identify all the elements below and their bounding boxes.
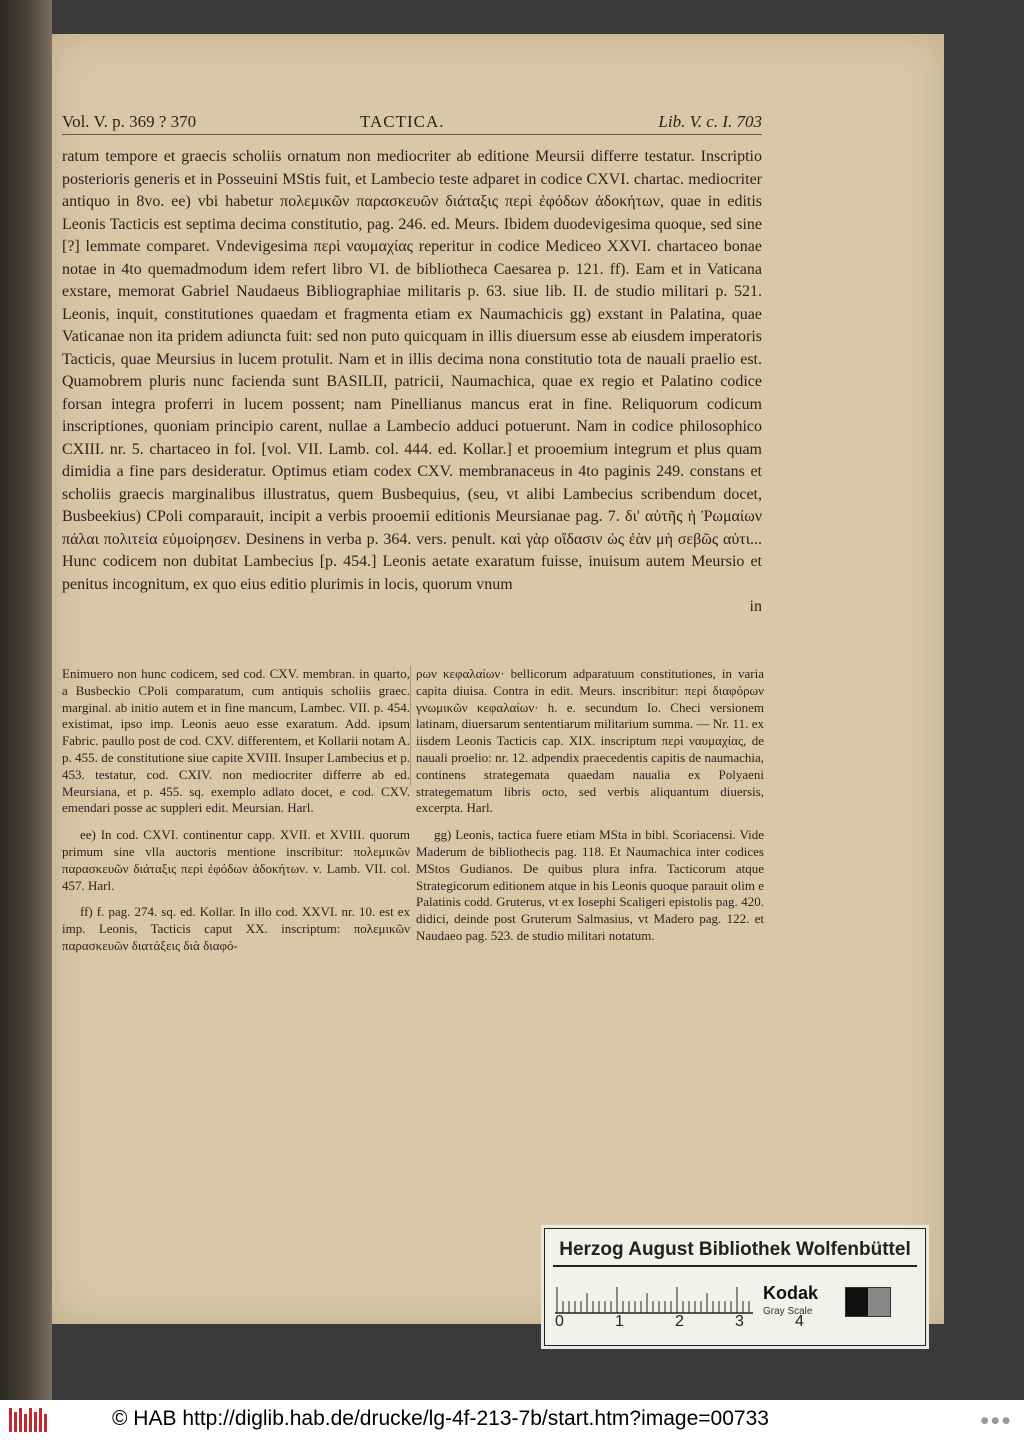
ruler-number: 1 xyxy=(615,1313,624,1330)
ruler-scale xyxy=(555,1279,753,1315)
gray-patch xyxy=(868,1288,890,1316)
catchword: in xyxy=(749,598,762,615)
black-patch xyxy=(846,1288,868,1316)
hab-logo-icon xyxy=(8,1406,48,1434)
gray-scale-patches xyxy=(845,1287,891,1317)
footnote-continuation: Enimuero non hunc codicem, sed cod. CXV. membran. in quarto, a Busbeckio CPoli comparatum, cum antiquis scholiis graec. marginal. ab initio autem et in fine mancum, Lambec. VII. p. 454. existimat, ipso imp. Leonis aeuo esse exaratum. Add. ipsum Fabric. paullo post de cod. CXV. differentem, et Kollarii notam A. p. 455. de constitutione siue capite XVIII. Insuper Lambecius et p. 453. testatur, cod. CXIV. non mediocriter differre ab ed. Meursiana, et p. 455. sq. exemplo adlato docet, e cod. CXV. emendari posse ac suppleri edit. Meursian. Harl. xyxy=(62,666,410,816)
ruler-number: 4 xyxy=(795,1313,804,1330)
footer-dots-icon: ● ● ● xyxy=(980,1416,1010,1426)
ruler-numbers xyxy=(551,1313,804,1333)
library-name: Herzog August Bibliothek Wolfenbüttel xyxy=(553,1235,917,1267)
footnote-ee: ee) In cod. CXVI. continentur capp. XVII. et XVIII. quorum primum sine vlla auctoris mentione inscribitur: πολεμικῶν παρασκευῶν διάταξις περὶ ἐφόδων ἀδοκήτων. v. Lamb. VII. col. 457. Harl. xyxy=(62,827,410,893)
book-spine-edge xyxy=(0,0,52,1400)
footer-bar xyxy=(0,1400,1024,1440)
running-header xyxy=(62,112,762,136)
ruler-number: 0 xyxy=(555,1313,564,1330)
ruler-number: 2 xyxy=(675,1313,684,1330)
header-book-page: Lib. V. c. I. 703 xyxy=(658,112,762,131)
header-rule xyxy=(62,134,762,135)
kodak-brand: Kodak xyxy=(763,1283,819,1303)
footnote-gg: gg) Leonis, tactica fuere etiam MSta in bibl. Scoriacensi. Vide Maderum de bibliothecis pag. 118. Et Naumachica inter codices MStos Gudianos. De quibus plura infra. Tacticorum atque Strategicorum editionem atque in his Leonis quoque parauit olim e Palatinis codd. Gruterus, vt ex Iosephi Scaligeri epistolis pag. 420. didici, deinde post Gruterum Salmasius, vt Madero pag. 122. et Naudaeo pag. 523. de studio militari notatum. xyxy=(416,827,764,943)
library-color-target xyxy=(544,1228,926,1346)
kodak-mark xyxy=(763,1283,818,1317)
footer-copyright-url[interactable]: © HAB http://diglib.hab.de/drucke/lg-4f-213-7b/start.htm?image=00733 xyxy=(112,1407,769,1430)
footnote-ff: ff) f. pag. 274. sq. ed. Kollar. In illo cod. XXVI. nr. 10. est ex imp. Leonis, Tacticis caput XX. inscriptum: πολεμικῶν παρασκευῶν διατάξεις διὰ διαφό- xyxy=(62,904,410,953)
column-divider xyxy=(410,666,411,786)
main-paragraph: ratum tempore et graecis scholiis ornatum non mediocriter ab editione Meursii differre testatur. Inscriptio posterioris generis et in Posseuini MStis fuit, et Lambecio teste adparet in codice CXVI. chartac. mediocriter antiquo in 8vo. ee) vbi habetur πολεμικῶν παρασκευῶν διάταξις περὶ ἐφόδων ἀδοκήτων, quae in editis Leonis Tacticis est septima decima constitutio, pag. 246. ed. Meurs. Ibidem duodevigesima quoque, sed sine [?] lemmate comparet. Vndevigesima περὶ ναυμαχίας reperitur in codice Mediceo XXVI. chartaceo bonae notae in 4to quemadmodum idem refert libro VI. de bibliotheca Caesarea p. 121. ff). Eam et in Vaticana exstare, memorat Gabriel Naudaeus Bibliographiae militaris p. 63. siue lib. II. de studio militari p. 521. Leonis, inquit, constitutiones quaedam et fragmenta etiam ex Naumachicis gg) exstant in Palatina, quae Vaticanae non ita pridem adiuncta fuit: sed non puto quicquam in illis diuersum esse ab eiusdem imperatoris Tacticis, quae Meursius in lucem protulit. Nam et in illis decima nona constitutio tota de nauali praelio est. Quamobrem pluris nunc facienda sunt BASILII, patricii, Naumachica, quae ex regio et Palatino codice forsan integra proferri in lucem possent; nam Pinellianus mancus erat in fine. Reliquorum codicum inscriptiones, quoniam principio carent, nullae a Lambecio adduci potuerunt. Nam in codice philosophico CXIII. nr. 5. chartaceo in fol. [vol. VII. Lamb. col. 444. ed. Kollar.] et prooemium integrum et plus quam dimidia a fine pars desideratur. Optimus etiam codex CXV. membranaceus in 4to paginis 249. constans et scholiis graecis marginalibus illustratus, quem Busbequius, (seu, vt alibi Lambecius scribendum docet, Busbeekius) CPoli comparauit, incipit a verbis prooemii editionis Meursianae pag. 7. δι' αὐτῆς ἡ Ῥωμαίων πάλαι πολιτεία εὐμοίρησεν. Desinens in verba p. 364. vers. penult. καὶ γὰρ οἴδασιν ὡς ἐὰν μὴ σεβῶς αὐτι... Hunc codicem non dubitat Lambecius [p. 454.] Leonis aetate exaratum fuisse, inuisum autem Meursio et penitus incognitum, ex quo eius editio plurimis in locis, quorum vnum xyxy=(62,148,762,593)
footnotes-right-column xyxy=(416,666,764,955)
main-text xyxy=(62,146,762,619)
header-volume-ref: Vol. V. p. 369 ? 370 xyxy=(62,112,197,131)
gray-scale-label: Gray Scale xyxy=(763,1306,813,1317)
ruler-number: 3 xyxy=(735,1313,744,1330)
footnote-ff-continuation: ρων κεφαλαίων· bellicorum adparatuum constitutiones, in varia capita diuisa. Contra in edit. Meurs. inscribitur: περὶ διαφόρων γνωμικῶν κεφαλαίων· h. e. secundum Io. Checi versionem latinam, diuersarum sententiarum militarium summa. — Nr. 11. ex iisdem Leonis Tacticis cap. XIX. inscriptum περὶ ναυμαχίας, de nauali proelio: nr. 12. adpendix praecedentis capitis de naumachia, continens strategemata quaedam naualia ex Polyaeni strategematum libris octo, sed verbis aliquantum diuersis, excerpta. Harl. xyxy=(416,666,764,816)
header-title: TACTICA. xyxy=(360,112,445,131)
footnotes-left-column xyxy=(62,666,410,965)
